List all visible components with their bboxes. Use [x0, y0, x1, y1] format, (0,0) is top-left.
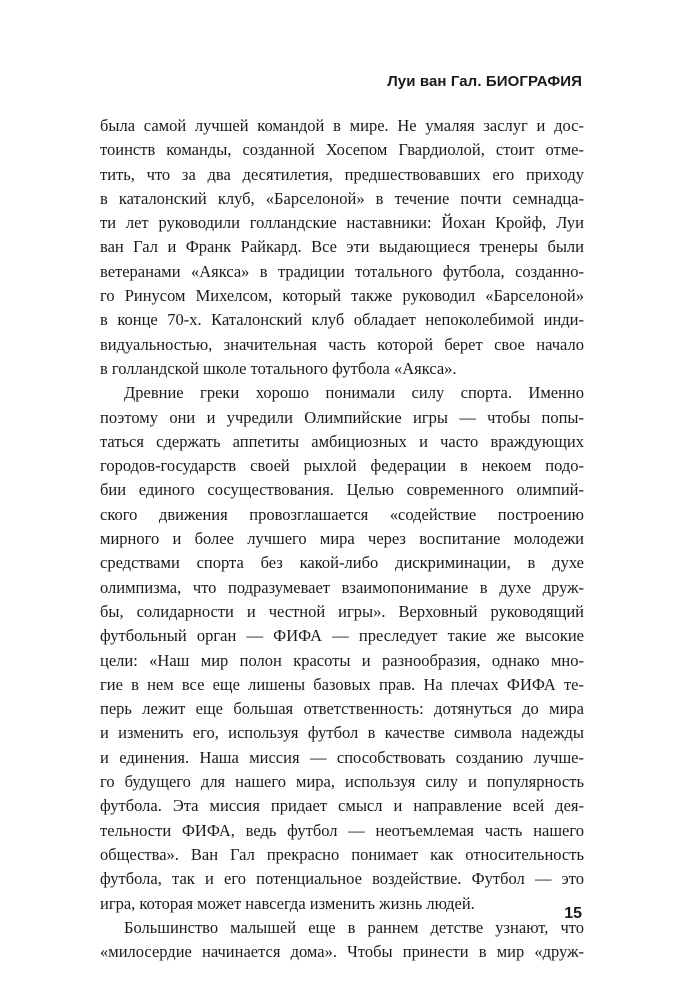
text-line: цели: «Наш мир полон красоты и разнообразия, однако мно-	[100, 650, 584, 670]
text-line: Большинство малышей еще в раннем детстве узнают, что	[124, 917, 584, 937]
text-line: тоинств команды, созданной Хосепом Гвардиолой, стоит отме-	[100, 140, 584, 160]
text-line: Древние греки хорошо понимали силу спорта. Именно	[124, 383, 584, 403]
text-line: поэтому они и учредили Олимпийские игры — чтобы попы-	[100, 407, 584, 427]
text-line: «милосердие начинается дома». Чтобы принести в мир «друж-	[100, 942, 584, 962]
text-line: мирного и более лучшего мира через воспитание молодежи	[100, 529, 584, 549]
text-line: футбола. Эта миссия придает смысл и направление всей дея-	[100, 796, 584, 816]
text-line: и единения. Наша миссия — способствовать созданию лучше-	[100, 747, 584, 767]
text-line: в голландской школе тотального футбола «Аякса».	[100, 358, 457, 378]
text-line: средствами спорта без какой-либо дискриминации, в духе	[100, 553, 584, 573]
text-line: таться сдержать аппетиты амбициозных и часто враждующих	[100, 431, 584, 451]
text-line: видуальностью, значительная часть которой берет свое начало	[100, 334, 584, 354]
paragraph	[100, 381, 584, 916]
text-line: гие в нем все еще лишены базовых прав. На плечах ФИФА те-	[100, 674, 584, 694]
running-header: Луи ван Гал. БИОГРАФИЯ	[387, 73, 582, 90]
text-line: была самой лучшей командой в мире. Не умаляя заслуг и дос-	[100, 116, 584, 135]
text-line: го Ринусом Михелсом, который также руководил «Барселоной»	[100, 286, 584, 306]
text-line: ван Гал и Франк Райкард. Все эти выдающиеся тренеры были	[100, 237, 584, 257]
text-line: бы, солидарности и честной игры». Верховный руководящий	[100, 601, 584, 621]
text-line: общества». Ван Гал прекрасно понимает как относительность	[100, 844, 584, 864]
text-line: олимпизма, что подразумевает взаимопонимание в духе друж-	[100, 577, 584, 597]
text-line: перь лежит еще большая ответственность: дотянуться до мира	[100, 699, 584, 719]
text-line: в конце 70-х. Каталонский клуб обладает непоколебимой инди-	[100, 310, 584, 330]
text-line: ского движения провозглашается «содействие построению	[100, 504, 584, 524]
text-line: игра, которая может навсегда изменить жизнь людей.	[100, 893, 475, 913]
text-line: тить, что за два десятилетия, предшествовавших его приходу	[100, 164, 584, 184]
text-line: футбольный орган — ФИФА — преследует такие же высокие	[100, 626, 584, 646]
text-line: бии единого сосуществования. Целью современного олимпий-	[100, 480, 584, 500]
text-line: футбола, так и его потенциальное воздействие. Футбол — это	[100, 869, 584, 889]
text-line: го будущего для нашего мира, используя силу и популярность	[100, 772, 584, 792]
text-line: в каталонский клуб, «Барселоной» в течение почти семнадца-	[100, 188, 584, 208]
text-line: и изменить его, используя футбол в качестве символа надежды	[100, 723, 584, 743]
text-line: городов-государств своей рыхлой федерации в некоем подо-	[100, 456, 584, 476]
page-number: 15	[564, 905, 582, 922]
paragraph	[100, 114, 584, 381]
text-line: тельности ФИФА, ведь футбол — неотъемлемая часть нашего	[100, 820, 584, 840]
main-text	[100, 114, 584, 964]
text-line: ти лет руководили голландские наставники: Йохан Кройф, Луи	[100, 213, 584, 233]
text-line: ветеранами «Аякса» в традиции тотального футбола, созданно-	[100, 261, 584, 281]
paragraph	[100, 916, 584, 965]
